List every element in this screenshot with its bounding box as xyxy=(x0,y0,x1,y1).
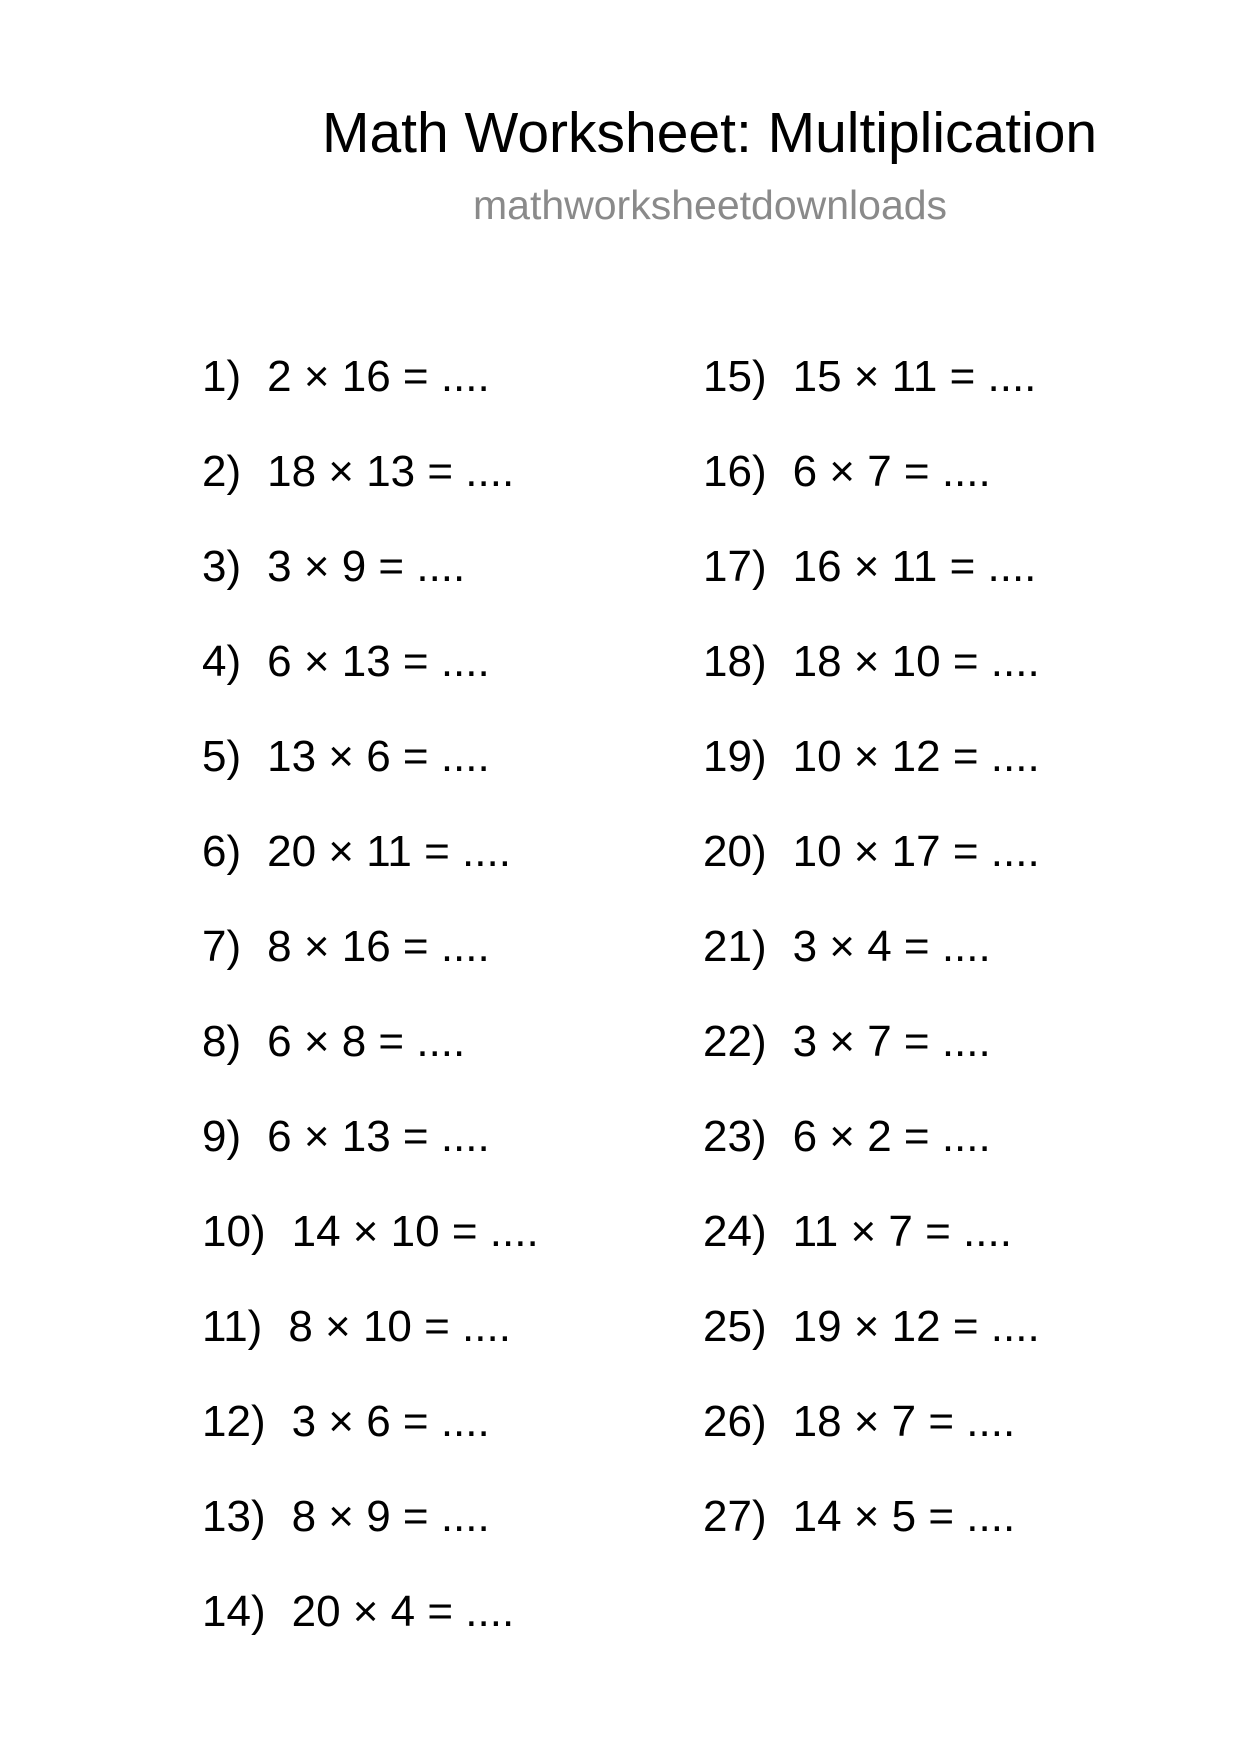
problem-number: 9) xyxy=(202,1112,242,1161)
problem-number: 17) xyxy=(703,542,767,591)
problem-expression: 6 × 2 = .... xyxy=(792,1112,991,1161)
problem-item xyxy=(703,351,1183,446)
problem-expression: 15 × 11 = .... xyxy=(792,352,1037,401)
problem-item xyxy=(202,541,682,636)
problem-number: 11) xyxy=(202,1302,263,1351)
problem-number: 6) xyxy=(202,827,242,876)
problem-number: 5) xyxy=(202,732,242,781)
problem-expression: 3 × 4 = .... xyxy=(792,922,991,971)
problem-expression: 13 × 6 = .... xyxy=(267,732,490,781)
problem-item xyxy=(703,1396,1183,1491)
problem-expression: 20 × 11 = .... xyxy=(267,827,511,876)
problem-item xyxy=(703,731,1183,826)
problem-number: 8) xyxy=(202,1017,242,1066)
problem-number: 1) xyxy=(202,352,242,401)
problem-number: 27) xyxy=(703,1492,767,1541)
problem-number: 21) xyxy=(703,922,767,971)
problem-item xyxy=(202,731,682,826)
problem-item xyxy=(202,1586,682,1681)
problem-expression: 10 × 12 = .... xyxy=(792,732,1040,781)
problem-number: 26) xyxy=(703,1397,767,1446)
problem-item xyxy=(703,1111,1183,1206)
problem-expression: 6 × 13 = .... xyxy=(267,637,490,686)
problem-number: 2) xyxy=(202,447,242,496)
problem-expression: 8 × 9 = .... xyxy=(291,1492,490,1541)
problem-item xyxy=(202,1016,682,1111)
problem-item xyxy=(703,1016,1183,1111)
problem-number: 12) xyxy=(202,1397,266,1446)
problem-expression: 10 × 17 = .... xyxy=(792,827,1040,876)
problem-item xyxy=(202,351,682,446)
problem-number: 7) xyxy=(202,922,242,971)
problem-expression: 16 × 11 = .... xyxy=(792,542,1037,591)
problem-expression: 8 × 10 = .... xyxy=(288,1302,511,1351)
problem-expression: 3 × 7 = .... xyxy=(792,1017,991,1066)
problem-item xyxy=(202,1301,682,1396)
problem-item xyxy=(703,1206,1183,1301)
problem-expression: 6 × 7 = .... xyxy=(792,447,991,496)
problem-number: 20) xyxy=(703,827,767,876)
problem-item xyxy=(703,446,1183,541)
problem-number: 22) xyxy=(703,1017,767,1066)
problem-number: 10) xyxy=(202,1207,266,1256)
problem-expression: 11 × 7 = .... xyxy=(792,1207,1012,1256)
problem-expression: 8 × 16 = .... xyxy=(267,922,490,971)
problem-expression: 18 × 7 = .... xyxy=(792,1397,1016,1446)
problem-item xyxy=(202,1111,682,1206)
problem-number: 23) xyxy=(703,1112,767,1161)
problem-item xyxy=(202,1396,682,1491)
problem-item xyxy=(703,1301,1183,1396)
problem-item xyxy=(202,826,682,921)
problem-expression: 18 × 13 = .... xyxy=(267,447,515,496)
problem-item xyxy=(703,636,1183,731)
worksheet-source: mathworksheetdownloads xyxy=(473,182,948,228)
worksheet-title: Math Worksheet: Multiplication xyxy=(322,101,1098,165)
problem-expression: 3 × 9 = .... xyxy=(267,542,466,591)
problem-number: 19) xyxy=(703,732,767,781)
problem-number: 24) xyxy=(703,1207,767,1256)
problem-item xyxy=(202,636,682,731)
problem-expression: 6 × 8 = .... xyxy=(267,1017,466,1066)
problem-expression: 19 × 12 = .... xyxy=(792,1302,1040,1351)
problem-expression: 2 × 16 = .... xyxy=(267,352,490,401)
problem-number: 3) xyxy=(202,542,242,591)
problem-item xyxy=(202,921,682,1016)
problem-expression: 14 × 10 = .... xyxy=(291,1207,539,1256)
problem-item xyxy=(703,1491,1183,1586)
problem-expression: 18 × 10 = .... xyxy=(792,637,1040,686)
problem-number: 13) xyxy=(202,1492,266,1541)
problem-item xyxy=(703,921,1183,1016)
problem-column-left xyxy=(202,351,682,1681)
problem-expression: 6 × 13 = .... xyxy=(267,1112,490,1161)
problem-item xyxy=(703,826,1183,921)
problem-number: 18) xyxy=(703,637,767,686)
problem-expression: 3 × 6 = .... xyxy=(291,1397,490,1446)
problem-number: 4) xyxy=(202,637,242,686)
problem-number: 15) xyxy=(703,352,767,401)
problem-expression: 14 × 5 = .... xyxy=(792,1492,1016,1541)
problem-number: 16) xyxy=(703,447,767,496)
problem-item xyxy=(703,541,1183,636)
problem-expression: 20 × 4 = .... xyxy=(291,1587,515,1636)
problem-number: 25) xyxy=(703,1302,767,1351)
problem-item xyxy=(202,1491,682,1586)
problem-item xyxy=(202,1206,682,1301)
problem-column-right xyxy=(703,351,1183,1586)
problem-number: 14) xyxy=(202,1587,266,1636)
problem-item xyxy=(202,446,682,541)
